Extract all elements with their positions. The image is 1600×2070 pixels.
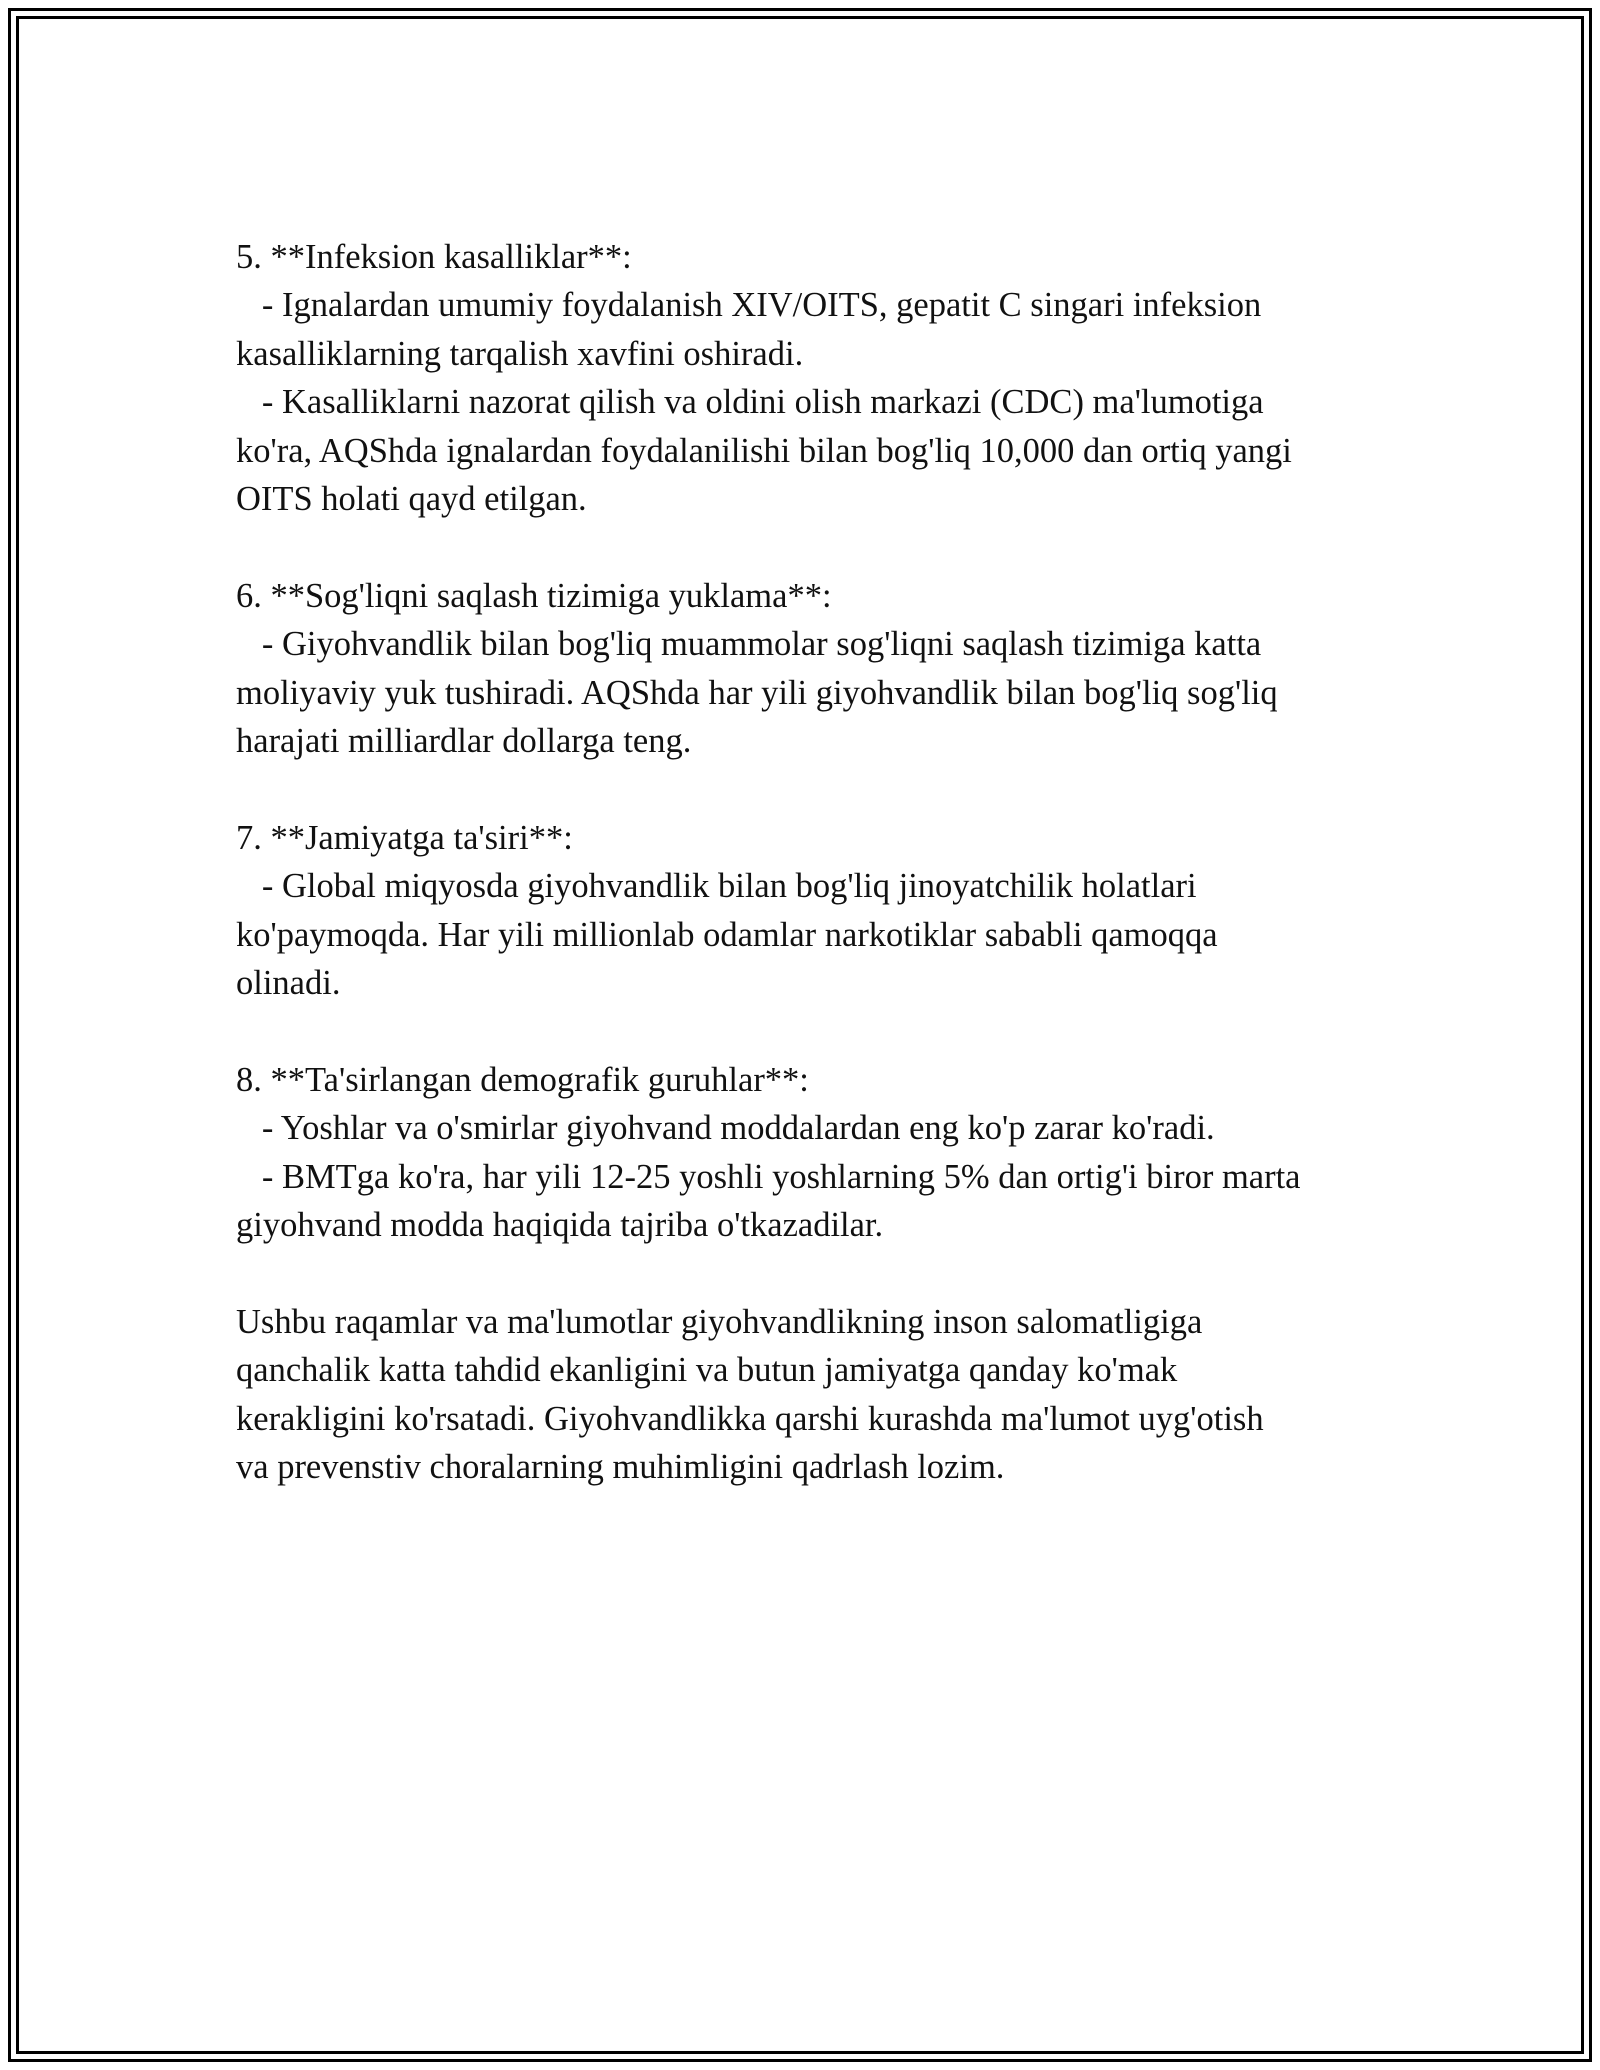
text-line: - Ignalardan umumiy foydalanish XIV/OITS, gepatit C singari infeksion bbox=[236, 286, 1262, 325]
text-line: - Giyohvandlik bilan bog'liq muammolar sog'liqni saqlash tizimiga katta bbox=[236, 625, 1262, 664]
text-line: kerakligini ko'rsatadi. Giyohvandlikka qarshi kurashda ma'lumot uyg'otish bbox=[236, 1399, 1264, 1438]
section-heading: 7. **Jamiyatga ta'siri**: bbox=[236, 818, 573, 857]
text-line: - Global miqyosda giyohvandlik bilan bog'liq jinoyatchilik holatlari bbox=[236, 867, 1197, 906]
text-line: Ushbu raqamlar va ma'lumotlar giyohvandlikning inson salomatligiga bbox=[236, 1302, 1203, 1341]
text-line: olinadi. bbox=[236, 964, 341, 1003]
text-line: qanchalik katta tahdid ekanligini va butun jamiyatga qanday ko'mak bbox=[236, 1351, 1178, 1390]
text-line: ko'paymoqda. Har yili millionlab odamlar narkotiklar sababli qamoqqa bbox=[236, 915, 1218, 954]
text-line: moliyaviy yuk tushiradi. AQShda har yili giyohvandlik bilan bog'liq sog'liq bbox=[236, 673, 1278, 712]
section-infectious-diseases bbox=[236, 233, 1396, 523]
text-line: va prevenstiv choralarning muhimligini qadrlash lozim. bbox=[236, 1448, 1005, 1487]
conclusion-paragraph bbox=[236, 1298, 1396, 1492]
section-heading: 6. **Sog'liqni saqlash tizimiga yuklama**: bbox=[236, 576, 832, 615]
text-line: - BMTga ko'ra, har yili 12-25 yoshli yoshlarning 5% dan ortig'i biror marta bbox=[236, 1157, 1301, 1196]
text-line: - Kasalliklarni nazorat qilish va oldini olish markazi (CDC) ma'lumotiga bbox=[236, 383, 1264, 422]
text-line: kasalliklarning tarqalish xavfini oshiradi. bbox=[236, 334, 804, 373]
text-line: OITS holati qayd etilgan. bbox=[236, 480, 587, 519]
text-line: ko'ra, AQShda ignalardan foydalanilishi bilan bog'liq 10,000 dan ortiq yangi bbox=[236, 431, 1292, 470]
section-heading: 8. **Ta'sirlangan demografik guruhlar**: bbox=[236, 1060, 809, 1099]
section-healthcare-burden bbox=[236, 572, 1396, 766]
section-social-impact bbox=[236, 814, 1396, 1008]
text-line: giyohvand modda haqiqida tajriba o'tkazadilar. bbox=[236, 1206, 884, 1245]
section-affected-demographics bbox=[236, 1056, 1396, 1250]
section-heading: 5. **Infeksion kasalliklar**: bbox=[236, 238, 632, 276]
text-line: harajati milliardlar dollarga teng. bbox=[236, 722, 692, 761]
text-line: - Yoshlar va o'smirlar giyohvand moddalardan eng ko'p zarar ko'radi. bbox=[236, 1109, 1215, 1148]
document-body bbox=[236, 233, 1396, 1492]
